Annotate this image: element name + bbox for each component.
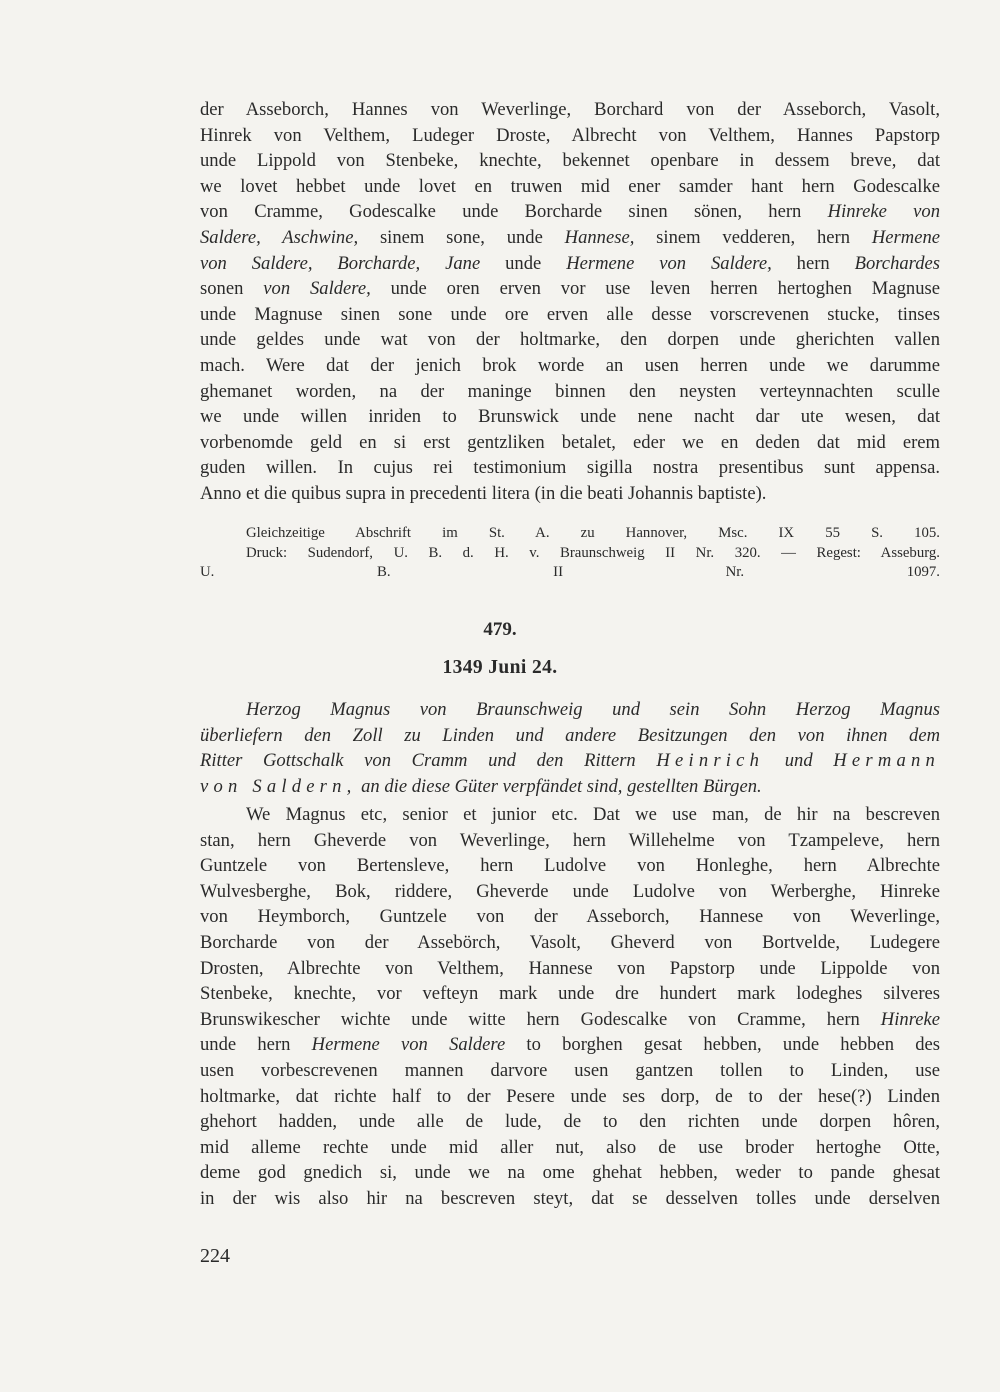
text-line [200,1186,940,1212]
text-segment: We Magnus etc, senior et junior etc. Dat we use man, de hir na bescreven [246,804,940,825]
text-segment: Stenbeke, knechte, vor vefteyn mark unde dre hundert mark lodeghes silveres [200,983,940,1005]
text-line [200,379,940,405]
text-segment: unde [480,252,567,274]
text-segment: to borghen gesat hebben, unde hebben des [505,1034,941,1056]
text-line [200,879,940,905]
text-segment: ghemanet worden, na der maninge binnen den neysten verteynnachten sculle [200,380,940,402]
source-note-print: Druck: Sudendorf, U. B. d. H. v. Braunschweig II Nr. 320. — Regest: Asseburg. [246,544,940,561]
text-line [200,455,940,481]
text-line [200,1032,940,1058]
text-line [200,199,940,225]
text-line [200,1109,940,1135]
text-segment: und [764,750,834,772]
charter-text [200,802,940,1212]
text-segment: unde geldes unde wat von der holtmarke, den dorpen unde gherichten vallen [200,329,940,351]
text-segment: hern [771,252,855,274]
text-segment: Anno et die quibus supra in precedenti litera (in die beati Johannis baptiste). [200,482,767,504]
text-line [200,956,940,982]
text-line [200,327,940,353]
text-line [200,481,940,507]
text-segment: unde hern [200,1034,312,1056]
text-line [200,1135,940,1161]
text-segment: stan, hern Gheverde von Weverlinge, hern Willehelme von Tzampeleve, hern [200,829,940,851]
text-line [200,748,940,774]
text-line [200,353,940,379]
text-segment: Hinrek von Velthem, Ludeger Droste, Albrecht von Velthem, Hannes Papstorp [200,124,940,146]
text-segment: in der wis also hir na bescreven steyt, dat se desselven tolles unde derselven [200,1187,940,1209]
text-segment: Borcharde von der Assebörch, Vasolt, Gheverd von Bortvelde, Ludegere [200,931,940,953]
italic-name: Hermene [871,226,940,248]
text-segment: sinem vedderen, hern [634,226,872,248]
text-segment: vorbenomde geld en si erst gentzliken betalet, eder we en deden dat mid erem [200,431,940,453]
text-segment: von Heymborch, Guntzele von der Asseborch, Hannese von Weverlinge, [200,906,940,928]
text-line [200,1160,940,1186]
italic-name: von Saldere, [263,278,371,300]
italic-name: Hinreke [880,1008,940,1030]
text-line [200,981,940,1007]
text-segment: guden willen. In cujus rei testimonium sigilla nostra presentibus sunt appensa. [200,457,940,479]
text-line [200,1007,940,1033]
page-number: 224 [200,1245,230,1267]
italic-name: Hannese, [564,226,635,248]
italic-name: Borchardes [854,252,940,274]
text-segment: Guntzele von Bertensleve, hern Ludolve von Honleghe, hern Albrechte [200,855,940,877]
text-line [200,853,940,879]
text-segment: deme god gnedich si, unde we na ome ghehat hebben, weder to pande ghesat [200,1162,940,1184]
italic-name: von Saldere, Borcharde, Jane [200,252,481,274]
text-line [200,123,940,149]
text-line [200,430,940,456]
text-line [200,723,940,749]
text-segment: unde oren erven vor use leven herren hertoghen Magnuse [370,278,940,300]
text-line [200,1058,940,1084]
text-segment: Brunswikescher wichte unde witte hern Godescalke von Cramme, hern [200,1008,881,1030]
text-segment: usen vorbescrevenen mannen darvore usen gantzen tollen to Linden, use [200,1059,940,1081]
text-line [200,1084,940,1110]
text-line [200,148,940,174]
text-line [200,802,940,828]
text-segment: ghehort hadden, unde alle de lude, de to den richten unde dorpen hôren, [200,1111,940,1133]
document-number: 479. [483,619,517,640]
text-segment: unde Lippold von Stenbeke, knechte, bekennet openbare in dessem breve, dat [200,150,940,172]
italic-name: Saldere, Aschwine, [200,226,359,248]
continued-charter-text [200,97,940,507]
text-segment: sinem sone, unde [358,226,565,248]
text-segment: unde Magnuse sinen sone unde ore erven alle desse vorscrevenen stucke, tinses [200,303,940,325]
text-segment: we unde willen inriden to Brunswick unde nene nacht dar ute wesen, dat [200,406,940,428]
text-line [200,774,940,800]
text-line [200,225,940,251]
text-segment: Wulvesberghe, Bok, riddere, Gheverde unde Ludolve von Werberghe, Hinreke [200,880,940,902]
text-segment: we lovet hebbet unde lovet en truwen mid ener samder hant hern Godescalke [200,175,940,197]
text-segment: von Cramme, Godescalke unde Borcharde sinen sönen, hern [200,201,828,223]
text-segment: holtmarke, dat richte half to der Pesere unde ses dorp, de to der hese(?) Linden [200,1085,940,1107]
italic-name: Hermene von Saldere, [566,252,772,274]
text-segment: Drosten, Albrechte von Velthem, Hannese von Papstorp unde Lippolde von [200,957,940,979]
source-note-continuation: U. B. II Nr. 1097. [200,564,940,580]
text-line [200,276,940,302]
text-segment: sonen [200,278,264,300]
spaced-name: Hermann [833,750,940,772]
text-line [200,251,940,277]
text-line [200,174,940,200]
text-segment: Ritter Gottschalk von Cramm und den Rittern [200,750,657,772]
source-notes [200,524,940,583]
text-line [200,930,940,956]
text-segment: mach. Were dat der jenich brok worde an usen herren unde we darumme [200,354,940,376]
text-line [200,904,940,930]
text-line [200,97,940,123]
text-line [200,302,940,328]
text-line [200,828,940,854]
text-segment: der Asseborch, Hannes von Weverlinge, Borchard von der Asseborch, Vasolt, [200,99,940,120]
spaced-name: Heinrich [656,750,765,772]
italic-name: Hinreke von [827,201,940,223]
regest-summary [200,697,940,799]
text-line [200,697,940,723]
text-segment: überliefern den Zoll zu Linden und andere Besitzungen den von ihnen dem [200,724,940,746]
text-segment: an die diese Güter verpfändet sind, gestellten Bürgen. [356,775,762,797]
spaced-name: von Saldern, [200,775,357,797]
text-line [200,404,940,430]
text-segment: Herzog Magnus von Braunschweig und sein Sohn Herzog Magnus [246,699,940,720]
source-note-manuscript: Gleichzeitige Abschrift im St. A. zu Hannover, Msc. IX 55 S. 105. [246,525,940,541]
document-date: 1349 Juni 24. [442,657,558,678]
text-segment: mid alleme rechte unde mid aller nut, also de use broder hertoghe Otte, [200,1136,940,1158]
italic-name: Hermene von Saldere [311,1034,506,1056]
